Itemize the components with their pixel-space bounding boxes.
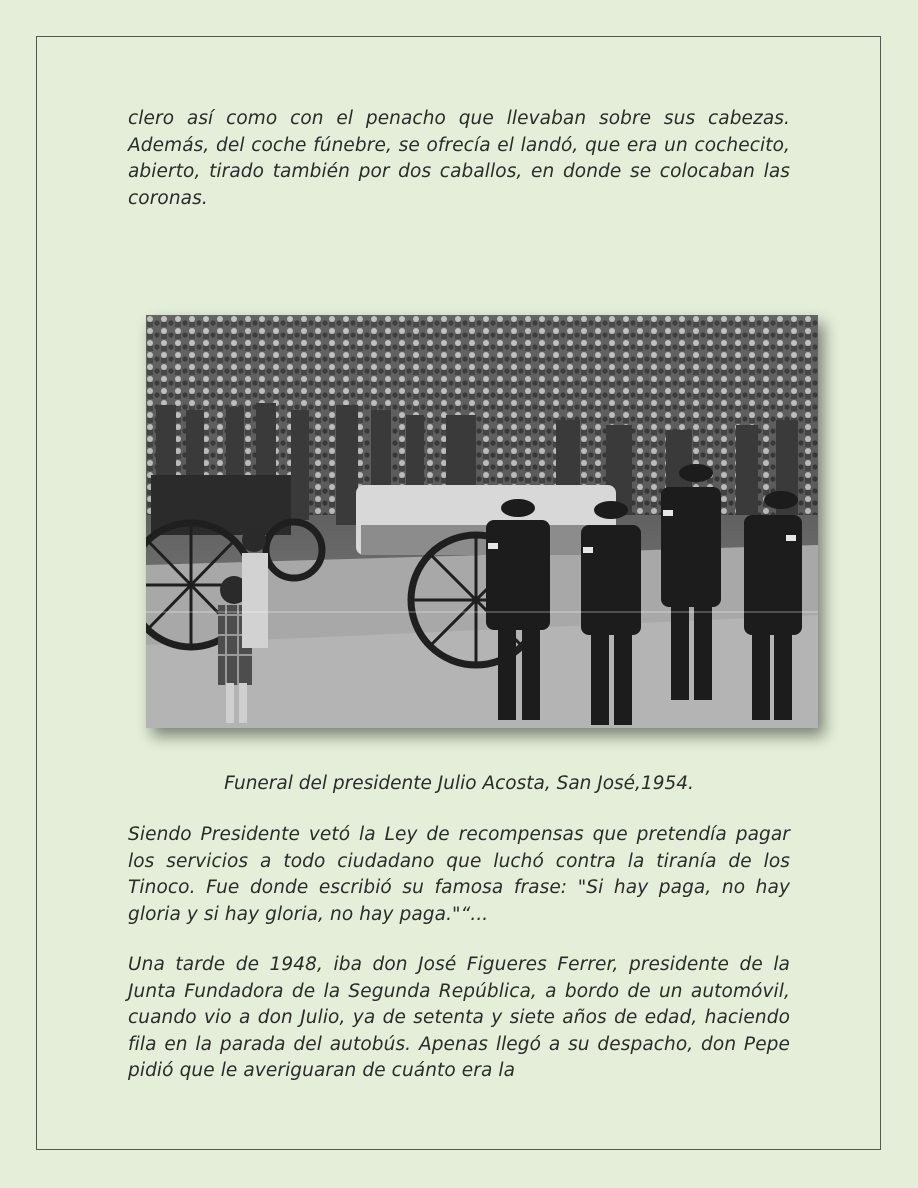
paragraph-figueres: Una tarde de 1948, iba don José Figueres Ferrer, presidente de la Junta Fundadora de la Segunda República, a bordo de un automóvil, cuando vio a don Julio, ya de setenta y siete años de edad, haciendo fila en la parada del autobús. Apenas llegó a su despacho, don Pepe pidió que le averiguaran de cuánto era la — [128, 954, 790, 1081]
funeral-photo — [146, 315, 818, 728]
paragraph-veto: Siendo Presidente vetó la Ley de recompensas que pretendía pagar los servicios a todo ciudadano que luchó contra la tiranía de los Tinoco. Fue donde escribió su famosa frase: "Si hay paga, no hay gloria y si hay gloria, no hay paga."“... — [128, 824, 790, 925]
paragraph-intro: clero así como con el penacho que llevaban sobre sus cabezas. Además, del coche fúnebre, se ofrecía el landó, que era un cochecito, abierto, tirado también por dos caballos, en donde se colocaban las coronas. — [128, 108, 790, 209]
figure-caption: Funeral del presidente Julio Acosta, San José,1954. — [224, 773, 694, 794]
